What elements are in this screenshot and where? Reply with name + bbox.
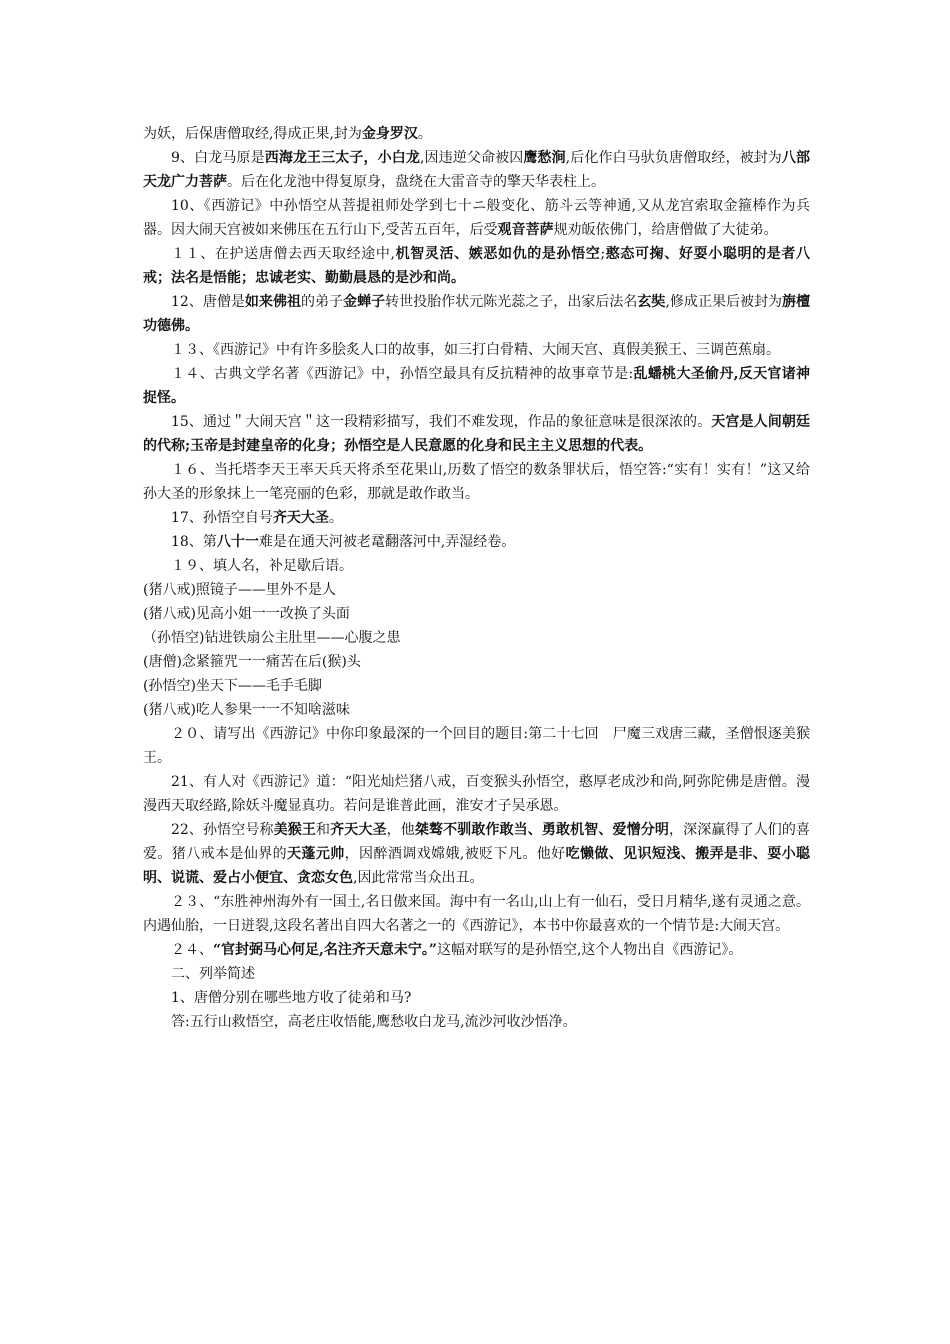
bold-text: 玄奘	[637, 294, 666, 310]
text-run: １１、在护送唐僧去西天取经途中,	[171, 246, 395, 262]
text-run: ,因此常常当众出丑。	[353, 870, 484, 886]
text-run: ，因醉酒调戏嫦娥,被贬下凡。他好	[344, 846, 566, 862]
paragraph	[143, 722, 810, 770]
paragraph	[143, 770, 810, 818]
text-run: 答:五行山救悟空，高老庄收悟能,鹰愁收白龙马,流沙河收沙悟净。	[171, 1014, 577, 1030]
text-run: １９、填人名，补足歇后语。	[171, 558, 353, 574]
bold-text: 西海龙王三太子，小白龙	[264, 150, 420, 166]
text-run: ,后化作白马驮负唐僧取经，被封为	[565, 150, 782, 166]
text-run: 二、列举简述	[171, 966, 255, 982]
paragraph	[143, 986, 810, 1010]
bold-text: 憨态可掬、好耍小聪明的是者八戒；法名是悟能；忠诚老实、勤勤晨恳的是沙和尚。	[143, 246, 811, 286]
paragraph	[143, 578, 810, 602]
text-run: 22、孙悟空号称	[171, 822, 274, 838]
text-run: ，深深赢得了人们的喜爱。猪八戒本是仙界的	[143, 822, 811, 862]
text-run: 为妖，后保唐僧取经,得成正果,封为	[143, 126, 362, 142]
text-run: (唐僧)念紧箍咒一一痛苦在后(猴)头	[143, 654, 361, 670]
text-run: 。	[417, 126, 432, 142]
bold-text: 天宫是人间朝廷的代称;玉帝是封建皇帝的化身；孙悟空是人民意愿的化身和民主主义思想的代表。	[143, 414, 811, 454]
text-run: 10、《西游记》中孙悟空从菩提祖师处学到七十ニ般变化、筋斗云等神通,又从龙宫索取金箍棒作为兵器。因大闹天宫被如来佛压在五行山下,受苦五百年，后受	[143, 198, 810, 238]
paragraph	[143, 626, 810, 650]
paragraph	[143, 938, 810, 962]
bold-text: 如来佛祖	[244, 294, 301, 310]
paragraph	[143, 890, 810, 938]
bold-text: 机智灵活、嫉恶如仇的是孙悟空	[394, 246, 601, 262]
paragraph	[143, 1010, 810, 1034]
text-run: 规劝皈依佛门，给唐僧做了大徒弟。	[553, 222, 778, 238]
text-run: (猪八戒)见高小姐一一改换了头面	[143, 606, 350, 622]
paragraph	[143, 410, 810, 458]
text-run: (猪八戒)照镜子——里外不是人	[143, 582, 336, 598]
paragraph	[143, 146, 810, 194]
paragraph	[143, 242, 810, 290]
paragraph	[143, 962, 810, 986]
text-run: ,因违逆父命被囚	[419, 150, 524, 166]
text-run: 的弟子	[300, 294, 344, 310]
bold-text: 金身罗汉	[361, 126, 418, 142]
bold-text: 八部天龙广力菩萨	[143, 150, 811, 190]
paragraph	[143, 602, 810, 626]
text-run: 12、唐僧是	[171, 294, 245, 310]
text-run: 1、唐僧分别在哪些地方收了徒弟和马?	[171, 990, 412, 1006]
text-run: 这幅对联写的是孙悟空,这个人物出自《西游记》。	[436, 942, 743, 958]
paragraph	[143, 338, 810, 362]
text-run: 。后在化龙池中得复原身，盘绕在大雷音寺的擎天华表柱上。	[227, 174, 605, 190]
bold-text: 桀骜不驯敢作敢当、勇敢机智、爱憎分明	[414, 822, 669, 838]
text-run: １６、当托塔李天王率天兵天将杀至花果山,历数了悟空的数条罪状后，悟空答:“实有！实有！”这又给孙大圣的形象抹上一笔亮丽的色彩，那就是敢作敢当。	[143, 462, 810, 502]
paragraph	[143, 530, 810, 554]
bold-text: 观音菩萨	[497, 222, 554, 238]
text-run: ;	[600, 246, 606, 262]
paragraph	[143, 458, 810, 506]
text-run: ２３、“东胜神州海外有一国土,名日傲来国。海中有一名山,山上有一仙石，受日月精华,遂有灵通之意。内遇仙胎，一日迸裂,这段名著出自四大名著之一的《西游记》，本书中你最喜欢的一个情节是:大闹天宫。	[143, 894, 810, 934]
text-run: 难是在通天河被老鼋翻落河中,弄湿经卷。	[258, 534, 516, 550]
text-run: 21、有人对《西游记》道：“阳光灿烂猪八戒，百变猴头孙悟空，憨厚老成沙和尚,阿弥陀佛是唐僧。漫漫西天取经路,除妖斗魔显真功。若问是谁普此画，淮安才子吴承恩。	[143, 774, 810, 814]
bold-text: 旃檀功德佛。	[143, 294, 811, 334]
bold-text: 美猴王	[273, 822, 316, 838]
bold-text: 鹰愁涧	[523, 150, 566, 166]
text-run: 9、白龙马原是	[171, 150, 265, 166]
bold-text: 八十一	[216, 534, 259, 550]
bold-text: 乱蟠桃大圣偷丹,反天官诸神捉怪。	[143, 366, 810, 406]
text-run: ２４、	[171, 942, 213, 958]
text-run: 15、通过＂大闹天宫＂这一段精彩描写，我们不难发现，作品的象征意味是很深浓的。	[171, 414, 712, 430]
paragraph	[143, 362, 810, 410]
text-run: 和	[316, 822, 331, 838]
paragraph	[143, 122, 810, 146]
text-run: 转世投胎作状元陈光蕊之子，出家后法名	[385, 294, 638, 310]
text-run: (孙悟空)坐天下——毛手毛脚	[143, 678, 322, 694]
bold-text: 天蓬元帅	[287, 846, 345, 862]
bold-text: 金蝉子	[343, 294, 386, 310]
text-run: （孙悟空)钻进铁扇公主肚里——心腹之患	[143, 630, 401, 646]
text-run: 。	[328, 510, 343, 526]
bold-text: 齐天大圣	[272, 510, 329, 526]
text-run: 17、孙悟空自号	[171, 510, 273, 526]
bold-text: 齐天大圣	[330, 822, 387, 838]
text-run: １３、《西游记》中有许多脍炙人口的故事，如三打白骨精、大闹天宫、真假美猴王、三调芭蕉扇。	[171, 342, 780, 358]
text-run: ，他	[386, 822, 415, 838]
bold-text: “官封弼马心何足,名注齐天意未宁。”	[213, 942, 437, 958]
paragraph	[143, 818, 810, 890]
bold-text: 吃懒做、见识短浅、搬弄是非、耍小聪明、说谎、爱占小便宜、贪恋女色	[143, 846, 811, 886]
text-run: (猪八戒)吃人参果一一不知啥滋味	[143, 702, 350, 718]
text-run: 18、第	[171, 534, 217, 550]
paragraph	[143, 506, 810, 530]
text-run: ２０、请写出《西游记》中你印象最深的一个回目的题目:第二十七回 尸魔三戏唐三藏，圣僧恨逐美猴王。	[143, 726, 810, 766]
paragraph	[143, 698, 810, 722]
document-page	[143, 122, 810, 1034]
paragraph	[143, 194, 810, 242]
paragraph	[143, 650, 810, 674]
paragraph	[143, 290, 810, 338]
text-run: ,修成正果后被封为	[665, 294, 783, 310]
paragraph	[143, 554, 810, 578]
paragraph	[143, 674, 810, 698]
text-run: １４、古典文学名著《西游记》中，孙悟空最具有反抗精神的故事章节是:	[171, 366, 634, 382]
